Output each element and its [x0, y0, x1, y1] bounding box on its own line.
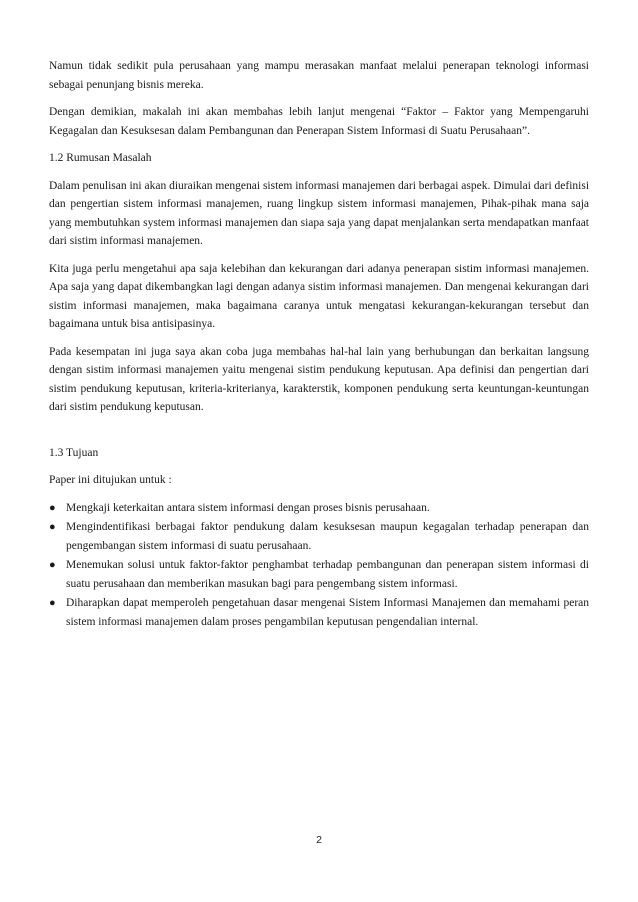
paragraph-rumusan-1: Dalam penulisan ini akan diuraikan mengenai sistem informasi manajemen dari berbagai aspek. Dimulai dari definisi dan pengertian sistem informasi manajemen, ruang lingkup sistem informasi manajemen, Pihak-pihak mana saja yang membutuhkan system informasi manajemen dan siapa saja yang dapat menjalankan serta mendapatkan manfaat dari sistim informasi manajemen.	[49, 179, 590, 247]
section-spacer	[49, 426, 589, 444]
list-item-text: Mengindentifikasi berbagai faktor pendukung dalam kesuksesan maupun kegagalan terhadap penerapan dan pengembangan sistem informasi di suatu perusahaan.	[66, 521, 589, 552]
page-number: 2	[316, 834, 322, 846]
bullet-icon: ●	[49, 559, 56, 571]
section-heading-tujuan: 1.3 Tujuan	[49, 446, 99, 459]
paragraph-rumusan-2: Kita juga perlu mengetahui apa saja kelebihan dan kekurangan dari adanya penerapan sistim informasi manajemen. Apa saja yang dapat dikembangkan lagi dengan adanya sistim informasi manajemen. Dan mengenai kekurangan dari sistim informasi manajemen, maka bagaimana caranya untuk mengatasi kekurangan-kekurangan tersebut dan bagaimana untuk bisa antisipasinya.	[49, 262, 589, 330]
document-page	[49, 57, 589, 632]
list-item-text: Mengkaji keterkaitan antara sistem informasi dengan proses bisnis perusahaan.	[66, 501, 430, 514]
list-item	[49, 499, 589, 518]
list-item	[49, 518, 589, 555]
section-heading-rumusan-masalah: 1.2 Rumusan Masalah	[49, 152, 152, 164]
tujuan-intro: Paper ini ditujukan untuk :	[49, 474, 172, 486]
list-item	[49, 556, 589, 593]
paragraph-intro-1: Namun tidak sedikit pula perusahaan yang mampu merasakan manfaat melalui penerapan teknologi informasi sebagai penunjang bisnis mereka.	[49, 60, 589, 91]
paragraph-intro-2: Dengan demikian, makalah ini akan membahas lebih lanjut mengenai “Faktor – Faktor yang Mempengaruhi Kegagalan dan Kesuksesan dalam Pembangunan dan Penerapan Sistem Informasi di Suatu Perusahaan”.	[49, 106, 589, 137]
bullet-icon: ●	[49, 501, 56, 514]
tujuan-bullet-list	[49, 499, 589, 632]
paragraph-rumusan-3: Pada kesempatan ini juga saya akan coba juga membahas hal-hal lain yang berhubungan dan berkaitan langsung dengan sistim informasi manajemen yaitu mengenai sistim pendukung keputusan. Apa definisi dan pengertian dari sistim pendukung keputusan, kriteria-kriterianya, karakterstik, komponen pendukung serta keuntungan-keuntungan dari sistim pendukung keputusan.	[49, 345, 589, 413]
list-item-text: Menemukan solusi untuk faktor-faktor penghambat terhadap pembangunan dan penerapan sistem informasi di suatu perusahaan dan memberikan masukan bagi para pengembang sistem informasi.	[66, 559, 589, 590]
bullet-icon: ●	[49, 597, 56, 609]
bullet-icon: ●	[49, 521, 56, 533]
list-item	[49, 594, 589, 631]
list-item-text: Diharapkan dapat memperoleh pengetahuan dasar mengenai Sistem Informasi Manajemen dan memahami peran sistem informasi manajemen dalam proses pengambilan keputusan pengendalian internal.	[66, 597, 589, 628]
